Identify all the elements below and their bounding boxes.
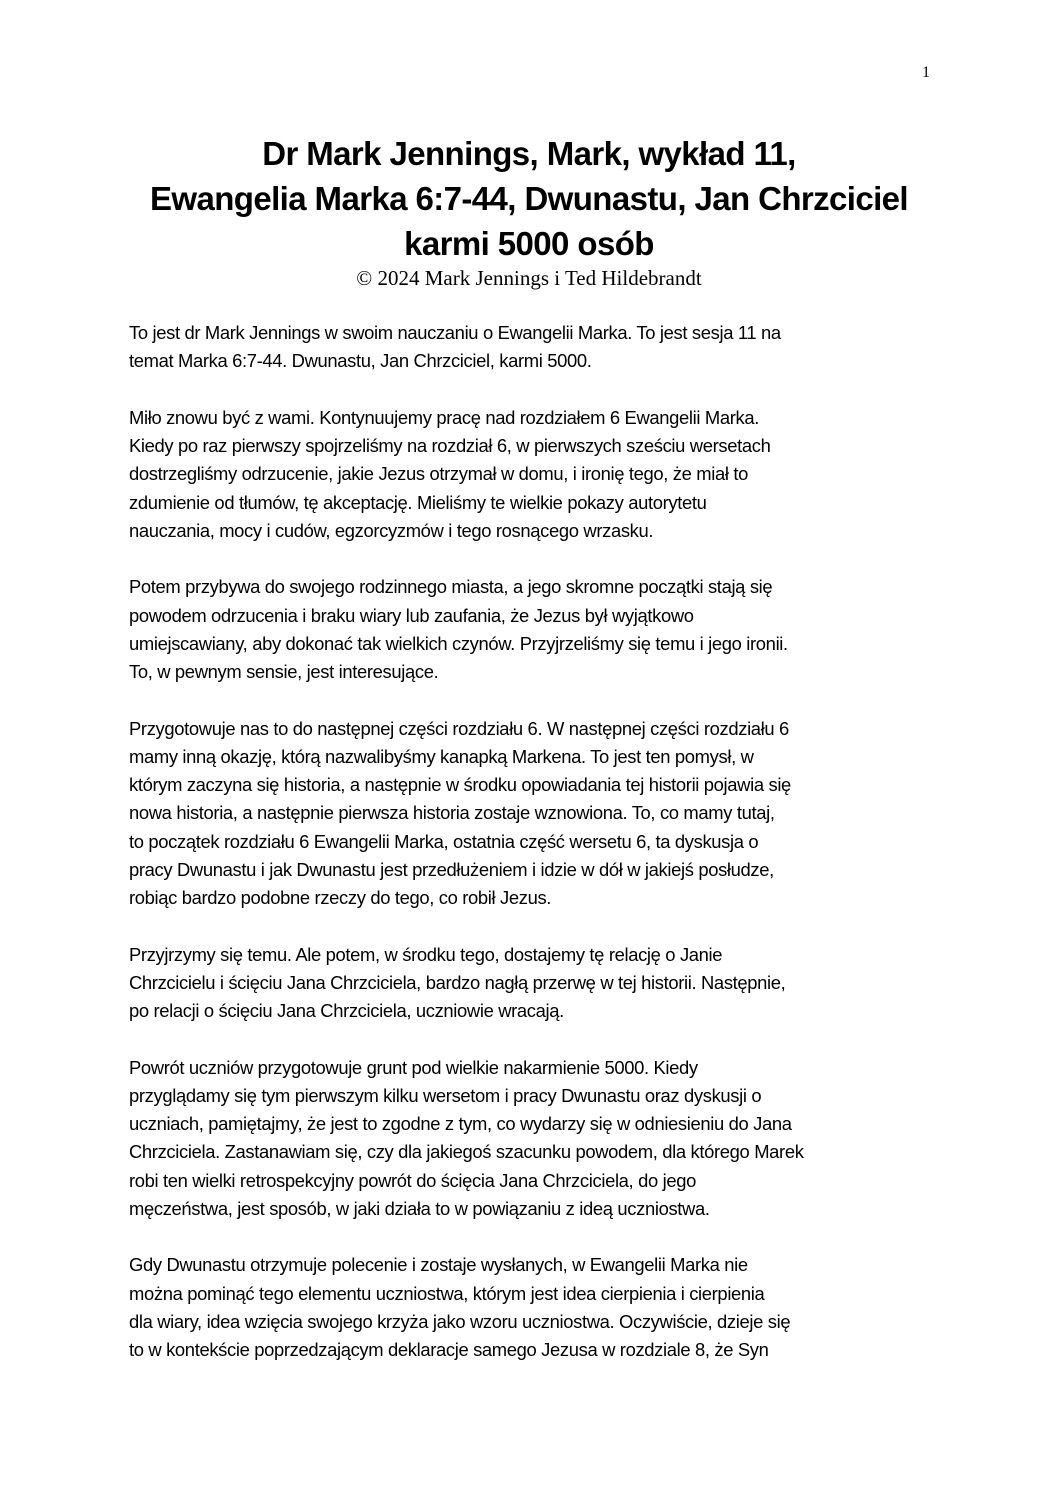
text-line: to w kontekście poprzedzającym deklaracje samego Jezusa w rozdziale 8, że Syn xyxy=(129,1339,769,1361)
text-line: Chrzcicielu i ścięciu Jana Chrzciciela, bardzo nagłą przerwę w tej historii. Następnie, xyxy=(129,971,786,993)
text-line: mamy inną okazję, którą nazwalibyśmy kanapką Markena. To jest ten pomysł, w xyxy=(129,745,754,767)
paragraph xyxy=(129,1251,949,1364)
paragraph xyxy=(129,319,949,375)
text-line: pracy Dwunastu i jak Dwunastu jest przedłużeniem i idzie w dół w jakiejś posłudze, xyxy=(129,858,774,880)
copyright-notice: © 2024 Mark Jennings i Ted Hildebrandt xyxy=(356,266,702,290)
paragraph xyxy=(129,1054,949,1223)
text-line: dla wiary, idea wzięcia swojego krzyża jako wzoru uczniostwa. Oczywiście, dzieje się xyxy=(129,1310,791,1332)
text-line: Gdy Dwunastu otrzymuje polecenie i zostaje wysłanych, w Ewangelii Marka nie xyxy=(129,1254,748,1276)
text-line: To, w pewnym sensie, jest interesujące. xyxy=(129,661,439,683)
text-line: Miło znowu być z wami. Kontynuujemy pracę nad rozdziałem 6 Ewangelii Marka. xyxy=(129,406,759,428)
text-line: nauczania, mocy i cudów, egzorcyzmów i tego rosnącego wrzasku. xyxy=(129,519,654,541)
text-line: przyglądamy się tym pierwszym kilku wersetom i pracy Dwunastu oraz dyskusji o xyxy=(129,1084,762,1106)
document-body xyxy=(129,319,949,1393)
document-title xyxy=(0,131,1058,266)
text-line: To jest dr Mark Jennings w swoim nauczaniu o Ewangelii Marka. To jest sesja 11 na xyxy=(129,322,781,343)
text-line: męczeństwa, jest sposób, w jaki działa to w powiązaniu z ideą uczniostwa. xyxy=(129,1197,710,1219)
text-line: temat Marka 6:7-44. Dwunastu, Jan Chrzciciel, karmi 5000. xyxy=(129,350,592,372)
text-line: umiejscawiany, aby dokonać tak wielkich czynów. Przyjrzeliśmy się temu i jego ironii. xyxy=(129,632,788,654)
text-line: Potem przybywa do swojego rodzinnego miasta, a jego skromne początki stają się xyxy=(129,576,773,598)
page-number: 1 xyxy=(922,64,930,81)
title-line: karmi 5000 osób xyxy=(404,225,654,262)
text-line: Przyjrzymy się temu. Ale potem, w środku tego, dostajemy tę relację o Janie xyxy=(129,943,723,965)
text-line: robiąc bardzo podobne rzeczy do tego, co robił Jezus. xyxy=(129,886,552,908)
text-line: zdumienie od tłumów, tę akceptację. Mieliśmy te wielkie pokazy autorytetu xyxy=(129,491,707,513)
paragraph xyxy=(129,941,949,1026)
text-line: nowa historia, a następnie pierwsza historia zostaje wznowiona. To, co mamy tutaj, xyxy=(129,802,775,824)
text-line: można pominąć tego elementu uczniostwa, którym jest idea cierpienia i cierpienia xyxy=(129,1282,765,1304)
text-line: Chrzciciela. Zastanawiam się, czy dla jakiegoś szacunku powodem, dla którego Marek xyxy=(129,1141,804,1163)
text-line: robi ten wielki retrospekcyjny powrót do ścięcia Jana Chrzciciela, do jego xyxy=(129,1169,696,1191)
text-line: uczniach, pamiętajmy, że jest to zgodne z tym, co wydarzy się w odniesieniu do Jana xyxy=(129,1113,792,1135)
text-line: dostrzegliśmy odrzucenie, jakie Jezus otrzymał w domu, i ironię tego, że miał to xyxy=(129,463,749,485)
paragraph xyxy=(129,715,949,912)
text-line: Powrót uczniów przygotowuje grunt pod wielkie nakarmienie 5000. Kiedy xyxy=(129,1056,698,1078)
title-line: Dr Mark Jennings, Mark, wykład 11, xyxy=(262,135,796,172)
title-line: Ewangelia Marka 6:7-44, Dwunastu, Jan Chrzciciel xyxy=(150,180,908,217)
paragraph xyxy=(129,404,949,545)
text-line: Kiedy po raz pierwszy spojrzeliśmy na rozdział 6, w pierwszych sześciu wersetach xyxy=(129,435,771,457)
paragraph xyxy=(129,573,949,686)
text-line: po relacji o ścięciu Jana Chrzciciela, uczniowie wracają. xyxy=(129,1000,564,1022)
text-line: powodem odrzucenia i braku wiary lub zaufania, że Jezus był wyjątkowo xyxy=(129,604,694,626)
text-line: Przygotowuje nas to do następnej części rozdziału 6. W następnej części rozdziału 6 xyxy=(129,717,789,739)
text-line: którym zaczyna się historia, a następnie w środku opowiadania tej historii pojawia się xyxy=(129,774,791,796)
text-line: to początek rozdziału 6 Ewangelii Marka, ostatnia część wersetu 6, ta dyskusja o xyxy=(129,830,759,852)
